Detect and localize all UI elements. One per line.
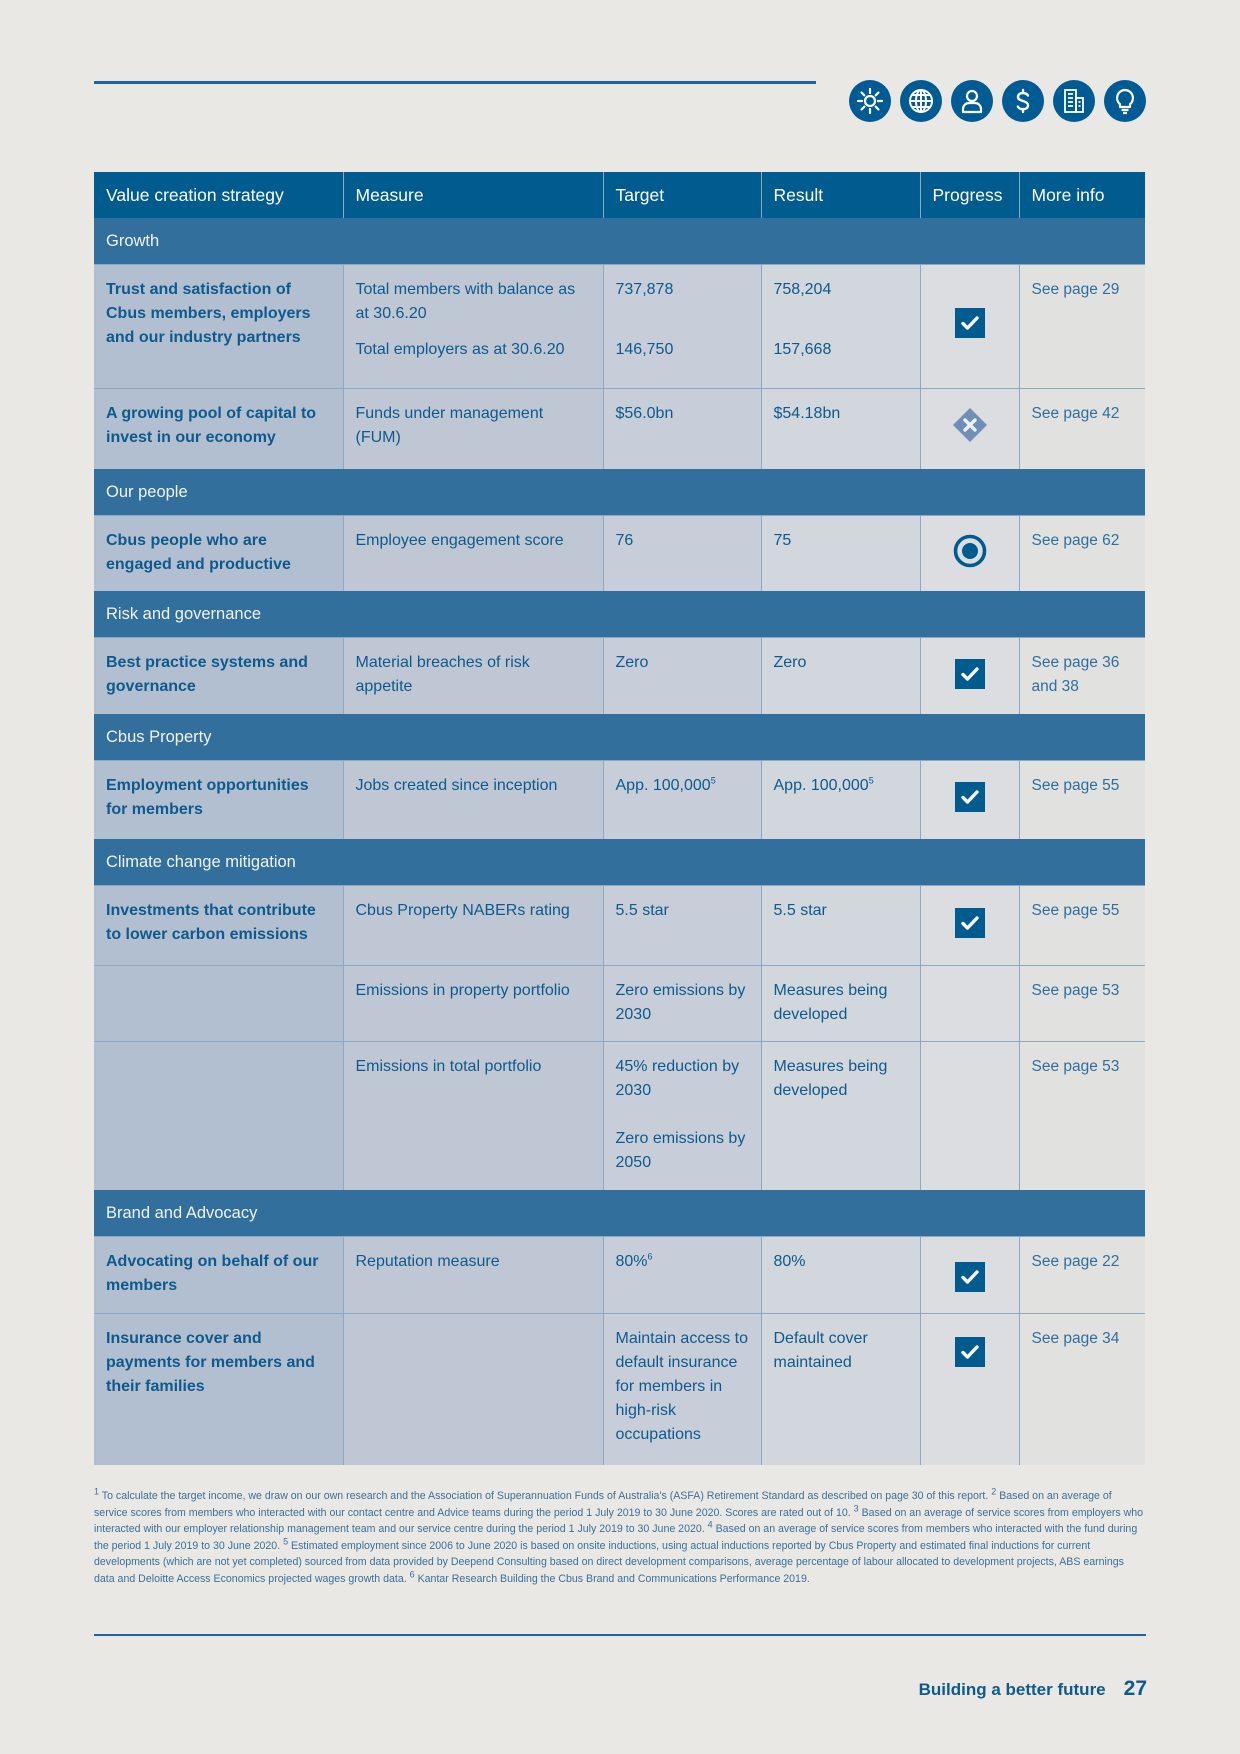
strategy-cell: Insurance cover and payments for members and their families: [94, 1314, 343, 1465]
more-info-link[interactable]: See page 36 and 38: [1019, 637, 1145, 714]
measure-employers: Total employers as at 30.6.20: [355, 341, 565, 358]
table-row: [94, 885, 1145, 965]
progress-cell: [920, 515, 1019, 591]
strategy-cell: Advocating on behalf of our members: [94, 1237, 343, 1314]
section-title: Climate change mitigation: [94, 839, 1145, 886]
table-row: [94, 1237, 1145, 1314]
result-employers: 157,668: [773, 341, 832, 358]
table-row: [94, 637, 1145, 714]
measure-cell: Material breaches of risk appetite: [343, 637, 603, 714]
measure-cell: Cbus Property NABERs rating: [343, 885, 603, 965]
footnote-text: Based on an average of service scores from members who interacted with the fund during the period 1 July 2019 to 30 June 2020.: [94, 1523, 1138, 1552]
page-footer: [919, 1677, 1147, 1701]
target-cell: [603, 1237, 761, 1314]
measure-cell: Jobs created since inception: [343, 761, 603, 839]
target-cell: Zero emissions by 2030: [603, 965, 761, 1041]
progress-cell: [920, 761, 1019, 839]
section-row-property: [94, 714, 1145, 761]
more-info-link[interactable]: See page 22: [1019, 1237, 1145, 1314]
table-row: [94, 389, 1145, 469]
kpi-table: [94, 172, 1145, 1465]
col-header-strategy: Value creation strategy: [94, 172, 343, 218]
diamond-x-not-achieved-icon: [952, 407, 988, 443]
progress-cell: [920, 965, 1019, 1041]
section-row-brand: [94, 1190, 1145, 1237]
more-info-link[interactable]: See page 55: [1019, 885, 1145, 965]
strategy-cell: [94, 965, 343, 1041]
progress-cell: [920, 1314, 1019, 1465]
dollar-icon: [1002, 80, 1044, 122]
strategy-cell: Best practice systems and governance: [94, 637, 343, 714]
strategy-cell: [94, 1041, 343, 1190]
result-cell: Measures being developed: [761, 1041, 920, 1190]
section-row-climate: [94, 839, 1145, 886]
footnote-text: Based on an average of service scores from employers who interacted with our employer relationship management team and our service centre during the period 1 July 2019 to 30 June 2020.: [94, 1506, 1144, 1536]
target-value: 80%: [615, 1253, 648, 1270]
more-info-link[interactable]: See page 34: [1019, 1314, 1145, 1465]
theme-icons: [849, 80, 1146, 122]
table-row: [94, 965, 1145, 1041]
result-cell: Measures being developed: [761, 965, 920, 1041]
more-info-link[interactable]: See page 53: [1019, 965, 1145, 1041]
section-title: Brand and Advocacy: [94, 1190, 1145, 1237]
section-row-growth: [94, 218, 1145, 265]
result-cell: 75: [761, 515, 920, 591]
footnote-text: Estimated employment since 2006 to June 2020 is based on onsite inductions, using actual inductions reported by Cbus Property and estimated final inductions for current developments (which are not yet completed) sourced from data provided by Deepend Consulting based on direct development comparisons, average percentage of labour allocated to development projects, ABS earnings data and Deloitte Access Economics projected wages growth data.: [94, 1539, 1124, 1585]
measure-cell: Reputation measure: [343, 1237, 603, 1314]
target-cell: [603, 761, 761, 839]
footnote-number: 4: [707, 1519, 713, 1530]
measure-cell: [343, 265, 603, 389]
progress-cell: [920, 1237, 1019, 1314]
section-title: Our people: [94, 469, 1145, 516]
footnote-text: To calculate the target income, we draw on our own research and the Association of Superannuation Funds of Australia's (ASFA) Retirement Standard as described on page 30 of this report.: [99, 1490, 992, 1502]
checkbox-achieved-icon: [955, 1262, 985, 1292]
checkbox-achieved-icon: [955, 308, 985, 338]
footnote-number: 5: [283, 1536, 289, 1547]
footer-title: Building a better future: [918, 1680, 1106, 1699]
section-title: Risk and governance: [94, 591, 1145, 638]
strategy-cell: Investments that contribute to lower carbon emissions: [94, 885, 343, 965]
target-members: 737,878: [615, 281, 674, 298]
col-header-progress: Progress: [920, 172, 1019, 218]
result-value: App. 100,000: [773, 777, 869, 794]
col-header-target: Target: [603, 172, 761, 218]
footnotes: [94, 1488, 1146, 1588]
strategy-cell: Cbus people who are engaged and productive: [94, 515, 343, 591]
result-cell: $54.18bn: [761, 389, 920, 469]
target-cell: Maintain access to default insurance for members in high-risk occupations: [603, 1314, 761, 1465]
target-cell: Zero: [603, 637, 761, 714]
table-row: [94, 515, 1145, 591]
footnote-text: Based on an average of service scores from members who interacted with our contact centre and Advice teams during the period 1 July 2019 to 30 June 2020. Scores are rated out of 10.: [94, 1490, 1112, 1519]
checkbox-achieved-icon: [955, 782, 985, 812]
table-row: [94, 1041, 1145, 1190]
measure-cell: Employee engagement score: [343, 515, 603, 591]
footnote-text: Kantar Research Building the Cbus Brand and Communications Performance 2019.: [414, 1572, 810, 1585]
more-info-link[interactable]: See page 29: [1019, 265, 1145, 389]
target-cell: [603, 265, 761, 389]
table-header-row: [94, 172, 1145, 218]
target-employers: 146,750: [615, 341, 674, 358]
measure-members: Total members with balance as at 30.6.20: [355, 281, 576, 322]
building-icon: [1053, 80, 1095, 122]
target-cell: [603, 1041, 761, 1190]
checkbox-achieved-icon: [955, 908, 985, 938]
measure-cell: Emissions in total portfolio: [343, 1041, 603, 1190]
progress-cell: [920, 265, 1019, 389]
progress-cell: [920, 1041, 1019, 1190]
result-cell: Default cover maintained: [761, 1314, 920, 1465]
table-row: [94, 265, 1145, 389]
target-cell: $56.0bn: [603, 389, 761, 469]
col-header-more-info: More info: [1019, 172, 1145, 218]
footnote-number: 1: [94, 1486, 100, 1497]
table-row: [94, 761, 1145, 839]
bottom-rule: [94, 1634, 1146, 1636]
section-row-people: [94, 469, 1145, 516]
target-value: App. 100,000: [615, 777, 711, 794]
result-cell: 80%: [761, 1237, 920, 1314]
footnote-ref: 6: [647, 1251, 653, 1262]
target-2050: Zero emissions by 2050: [615, 1129, 746, 1171]
footnote-number: 6: [409, 1569, 415, 1580]
target-cell: 5.5 star: [603, 885, 761, 965]
target-on-track-icon: [953, 534, 987, 568]
more-info-link[interactable]: See page 42: [1019, 389, 1145, 469]
globe-icon: [900, 80, 942, 122]
strategy-cell: Trust and satisfaction of Cbus members, employers and our industry partners: [94, 265, 343, 389]
checkbox-achieved-icon: [955, 1337, 985, 1367]
result-cell: [761, 761, 920, 839]
person-icon: [951, 80, 993, 122]
sun-icon: [849, 80, 891, 122]
footnote-ref: 5: [868, 775, 874, 786]
result-cell: 5.5 star: [761, 885, 920, 965]
result-cell: [761, 265, 920, 389]
section-title: Growth: [94, 218, 1145, 265]
measure-cell: Funds under management (FUM): [343, 389, 603, 469]
lightbulb-icon: [1104, 80, 1146, 122]
strategy-cell: Employment opportunities for members: [94, 761, 343, 839]
footnote-number: 3: [853, 1503, 859, 1514]
more-info-link[interactable]: See page 53: [1019, 1041, 1145, 1190]
table-row: [94, 1314, 1145, 1465]
section-row-risk: [94, 591, 1145, 638]
section-title: Cbus Property: [94, 714, 1145, 761]
target-2030: 45% reduction by 2030: [615, 1057, 740, 1099]
result-members: 758,204: [773, 281, 832, 298]
progress-cell: [920, 637, 1019, 714]
col-header-result: Result: [761, 172, 920, 218]
col-header-measure: Measure: [343, 172, 603, 218]
page-number: 27: [1123, 1677, 1147, 1700]
progress-cell: [920, 389, 1019, 469]
result-cell: Zero: [761, 637, 920, 714]
top-rule: [94, 81, 816, 84]
measure-cell: [343, 1314, 603, 1465]
more-info-link[interactable]: See page 55: [1019, 761, 1145, 839]
footnote-number: 2: [991, 1486, 997, 1497]
measure-cell: Emissions in property portfolio: [343, 965, 603, 1041]
footnote-ref: 5: [710, 775, 716, 786]
more-info-link[interactable]: See page 62: [1019, 515, 1145, 591]
checkbox-achieved-icon: [955, 659, 985, 689]
target-cell: 76: [603, 515, 761, 591]
progress-cell: [920, 885, 1019, 965]
strategy-cell: A growing pool of capital to invest in our economy: [94, 389, 343, 469]
